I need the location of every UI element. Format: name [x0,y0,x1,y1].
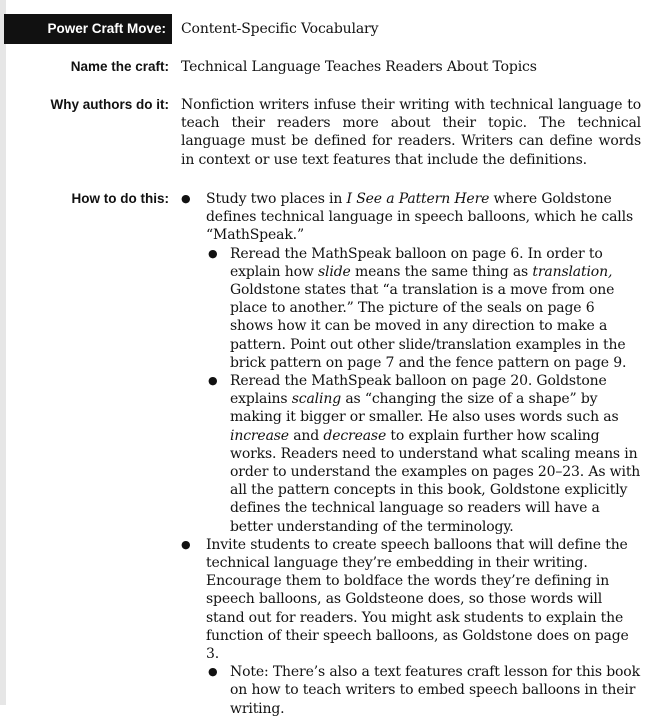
bullet-text: Note: There’s also a text features craft lesson for this book on how to teach writers to embed speech balloons in their writing. [230,664,640,717]
bullet-text: as “changing the size of a shape” by making it bigger or smaller. He also uses words such as [230,391,619,426]
bullet-text: Goldstone states that “a translation is a move from one place to another.” The picture of the seals on page 6 shows how it can be moved in any direction to make a pattern. Point out other slide/translation examples in the brick pattern on page 7 and the fence pattern on page 9. [230,282,627,371]
bullet-icon: ● [208,374,218,388]
how-to-do-this-label: How to do this: [71,191,169,206]
bullet-text: where Goldstone defines technical language in speech balloons, which he calls “MathSpeak.” [206,191,633,244]
bullet-text: Reread the MathSpeak balloon on page 6. In order to explain how [230,245,603,280]
bullet-text: to explain further how scaling works. Readers need to understand what scaling means in order to understand the examples on pages 20–23. As with all the pattern concepts in this book, Goldstone explicitly defines the technical language so readers will have a better understanding of the terminology. [230,427,641,535]
bullet-text: Reread the MathSpeak balloon on page 20. Goldstone explains [230,373,607,408]
bullet-icon: ● [208,665,218,679]
list-item [206,663,641,718]
bullet-icon: ● [208,246,218,260]
list-item [206,245,641,372]
bullet-icon: ● [181,537,191,551]
emphasis-term: increase [230,427,289,444]
list-item [181,190,641,536]
bullet-text: Invite students to create speech balloons that will define the technical language they’re embedding in their writing. Encourage them to boldface the words they’re defining in speech balloons, as Goldsteone does, so those words will stand out for readers. You might ask students to explain the function of their speech balloons, as Goldstone does on page 3. [206,536,629,663]
bullet-text: means the same thing as [350,263,533,280]
emphasis-term: slide [318,263,351,280]
bullet-text: and [288,427,324,444]
power-craft-move-value: Content-Specific Vocabulary [181,21,379,37]
list-item [206,372,641,536]
bullet-text: Study two places in [206,191,347,207]
emphasis-term: translation, [532,263,613,280]
emphasis-term: decrease [323,427,387,444]
list-item [181,536,641,718]
bullet-icon: ● [181,192,191,205]
why-authors-text: Nonfiction writers infuse their writing with technical language to teach their readers more about their topic. The technical language must be defined for readers. Writers can define words in context or use text features that include the definitions. [181,97,641,168]
book-title: I See a Pattern Here [346,191,490,207]
power-craft-move-label: Power Craft Move: [4,14,172,44]
name-the-craft-label: Name the craft: [70,59,169,74]
emphasis-term: scaling [291,391,342,408]
page-edge-strip [0,0,6,705]
why-authors-label: Why authors do it: [50,97,169,112]
how-to-list [181,190,641,718]
name-the-craft-value: Technical Language Teaches Readers About Topics [181,59,537,75]
